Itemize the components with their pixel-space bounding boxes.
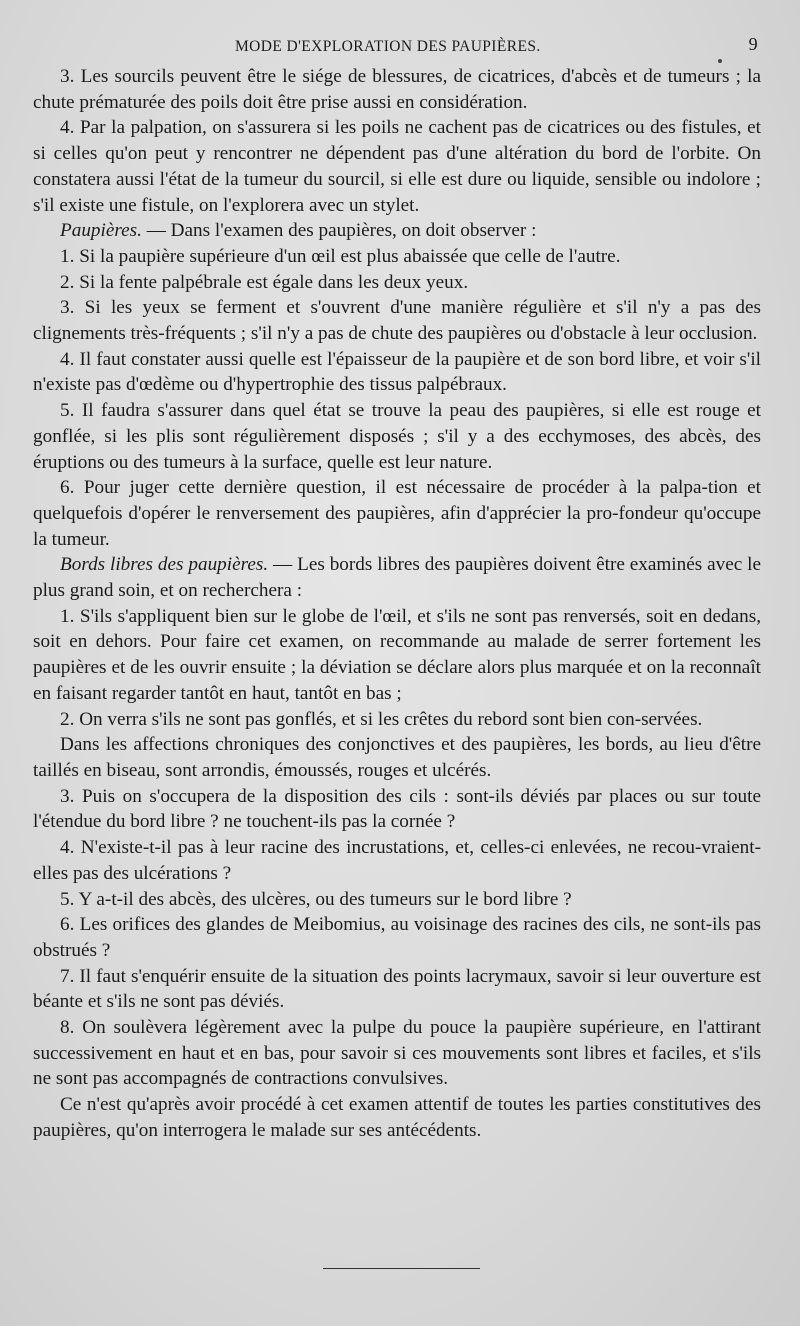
paragraph-bords-4: 4. N'existe-t-il pas à leur racine des incrustations, et, celles-ci enlevées, ne recou-vraient-elles pas des ulcérations ? [33, 837, 761, 884]
section-end-rule [323, 1268, 480, 1269]
section-heading-italic: Paupières. [60, 220, 142, 242]
paragraph-paupieres-3: 3. Si les yeux se ferment et s'ouvrent d'une manière régulière et s'il n'y a pas des clignements très-fréquents ; s'il n'y a pas de chute des paupières ou d'obstacle à leur occlusion. [33, 297, 761, 345]
paragraph-bords-3: 3. Puis on s'occupera de la disposition des cils : sont-ils déviés par places ou sur toute l'étendue du bord libre ? ne touchent-ils pas la cornée ? [33, 785, 761, 833]
paragraph-paupieres-6: 6. Pour juger cette dernière question, il est nécessaire de procéder à la palpa-tion et quelquefois d'opérer le renversement des paupières, afin d'apprécier la pro-fondeur qu'occupe la tumeur. [33, 477, 761, 550]
paragraph-bords-2: 2. On verra s'ils ne sont pas gonflés, et si les crêtes du rebord sont bien con-servées. [60, 708, 703, 730]
paragraph-bords-5: 5. Y a-t-il des abcès, des ulcères, ou des tumeurs sur le bord libre ? [60, 888, 572, 910]
paragraph-bords-6: 6. Les orifices des glandes de Meibomius, au voisinage des racines des cils, ne sont-ils pas obstrués ? [33, 914, 761, 961]
paragraph-paupieres-4: 4. Il faut constater aussi quelle est l'épaisseur de la paupière et de son bord libre, et voir s'il n'existe pas d'œdème ou d'hypertrophie des tissus palpébraux. [33, 348, 761, 396]
ink-speck [718, 59, 722, 63]
paragraph-bords-note: Dans les affections chroniques des conjonctives et des paupières, les bords, au lieu d'être taillés en biseau, sont arrondis, émoussés, rouges et ulcérés. [33, 734, 761, 781]
paragraph-paupieres-intro: Paupières. — Dans l'examen des paupières, on doit observer : [60, 220, 537, 242]
paragraph-paupieres-1: 1. Si la paupière supérieure d'un œil est plus abaissée que celle de l'autre. [60, 245, 621, 267]
paragraph-conclusion: Ce n'est qu'après avoir procédé à cet examen attentif de toutes les parties constitutives des paupières, qu'on interrogera le malade sur ses antécédents. [33, 1094, 761, 1141]
section-heading-italic: Bords libres des paupières. [60, 554, 269, 576]
paragraph-paupieres-2: 2. Si la fente palpébrale est égale dans les deux yeux. [60, 271, 469, 293]
paragraph-bords-7: 7. Il faut s'enquérir ensuite de la situation des points lacrymaux, savoir si leur ouverture est béante et s'ils ne sont pas déviés. [33, 965, 761, 1013]
running-head [60, 30, 760, 56]
body-text [33, 64, 761, 1144]
page-number: 9 [748, 34, 758, 54]
paragraph-sourcils-3: 3. Les sourcils peuvent être le siége de blessures, de cicatrices, d'abcès et de tumeurs ; la chute prématurée des poils doit être prise aussi en considération. [33, 66, 761, 113]
paragraph-sourcils-4: 4. Par la palpation, on s'assurera si les poils ne cachent pas de cicatrices ou des fistules, et si celles qu'on peut y rencontrer ne dépendent pas d'une altération du bord de l'orbite. On constatera aussi l'état de la tumeur du sourcil, si elle est dure ou liquide, sensible ou indolore ; s'il existe une fistule, on l'explorera avec un stylet. [33, 117, 761, 216]
running-title: MODE D'EXPLORATION DES PAUPIÈRES. [235, 38, 541, 55]
paragraph-bords-intro: Bords libres des paupières. — Les bords libres des paupières doivent être examinés avec le plus grand soin, et on recherchera : [33, 554, 761, 602]
paragraph-paupieres-5: 5. Il faudra s'assurer dans quel état se trouve la peau des paupières, si elle est rouge et gonflée, si les plis sont régulièrement disposés ; s'il y a des ecchymoses, des abcès, des éruptions ou des tumeurs à la surface, quelle est leur nature. [33, 400, 761, 473]
paragraph-bords-8: 8. On soulèvera légèrement avec la pulpe du pouce la paupière supérieure, en l'attirant successivement en haut et en bas, pour savoir si ces mouvements sont libres et faciles, et s'ils ne sont pas accompagnés de contractions convulsives. [33, 1017, 761, 1090]
paragraph-bords-1: 1. S'ils s'appliquent bien sur le globe de l'œil, et s'ils ne sont pas renversés, soit en dedans, soit en dehors. Pour faire cet examen, on recommande au malade de serrer fortement les paupières et de les ouvrir ensuite ; la déviation se déclare alors plus marquée et on la reconnaît en faisant regarder tantôt en haut, tantôt en bas ; [33, 605, 761, 704]
